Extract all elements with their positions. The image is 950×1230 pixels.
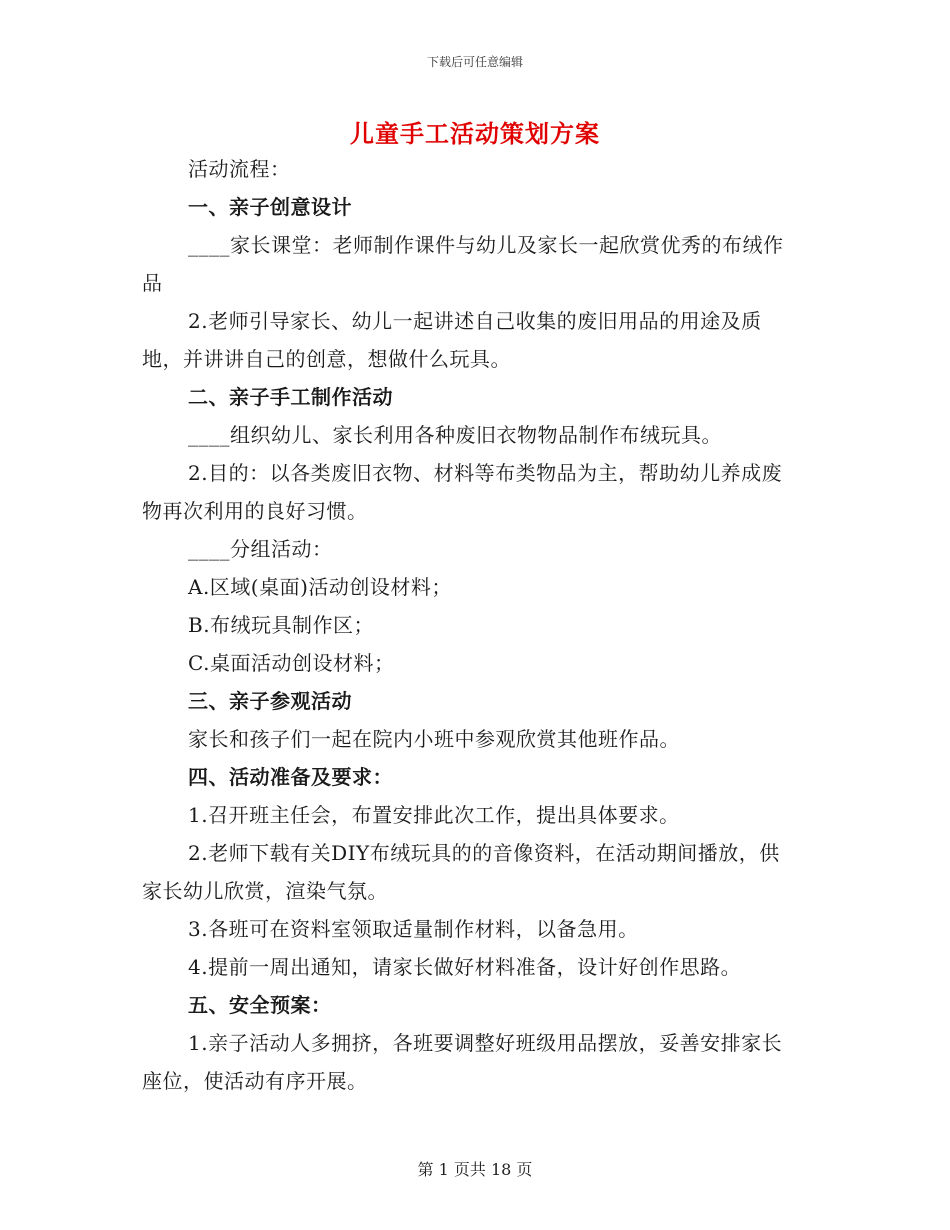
section-heading: 二、亲子手工制作活动: [188, 385, 393, 409]
paragraph: B.布绒玩具制作区；: [188, 613, 375, 637]
paragraph: 2.目的：以各类废旧衣物、材料等布类物品为主，帮助幼儿养成废物再次利用的良好习惯。: [142, 461, 783, 523]
document-body: [142, 150, 798, 1100]
paragraph: 家长和孩子们一起在院内小班中参观欣赏其他班作品。: [188, 727, 680, 751]
paragraph: ____家长课堂：老师制作课件与幼儿及家长一起欣赏优秀的布绒作品: [142, 233, 784, 295]
paragraph: 4.提前一周出通知，请家长做好材料准备，设计好创作思路。: [188, 955, 742, 979]
page-footer: 第 1 页共 18 页: [417, 1160, 533, 1179]
paragraph: ____组织幼儿、家长利用各种废旧衣物物品制作布绒玩具。: [188, 423, 722, 447]
paragraph: 1.召开班主任会，布置安排此次工作，提出具体要求。: [188, 803, 680, 827]
section-heading: 三、亲子参观活动: [188, 689, 352, 713]
paragraph: 2.老师下载有关DIY布绒玩具的的音像资料，在活动期间播放，供家长幼儿欣赏，渲染气氛。: [142, 841, 780, 903]
document-title: 儿童手工活动策划方案: [350, 119, 600, 148]
paragraph: A.区域(桌面)活动创设材料；: [188, 575, 452, 599]
section-heading: 五、安全预案：: [188, 993, 332, 1017]
paragraph: C.桌面活动创设材料；: [188, 651, 395, 675]
paragraph: 活动流程：: [188, 157, 291, 181]
paragraph: 1.亲子活动人多拥挤，各班要调整好班级用品摆放，妥善安排家长座位，使活动有序开展。: [142, 1031, 783, 1093]
section-heading: 四、活动准备及要求：: [188, 765, 393, 789]
header-note: 下载后可任意编辑: [426, 55, 523, 69]
paragraph: 2.老师引导家长、幼儿一起讲述自己收集的废旧用品的用途及质地，并讲讲自己的创意，想做什么玩具。: [142, 309, 762, 371]
paragraph: ____分组活动：: [188, 537, 333, 561]
section-heading: 一、亲子创意设计: [188, 195, 352, 219]
paragraph: 3.各班可在资料室领取适量制作材料，以备急用。: [188, 917, 639, 941]
